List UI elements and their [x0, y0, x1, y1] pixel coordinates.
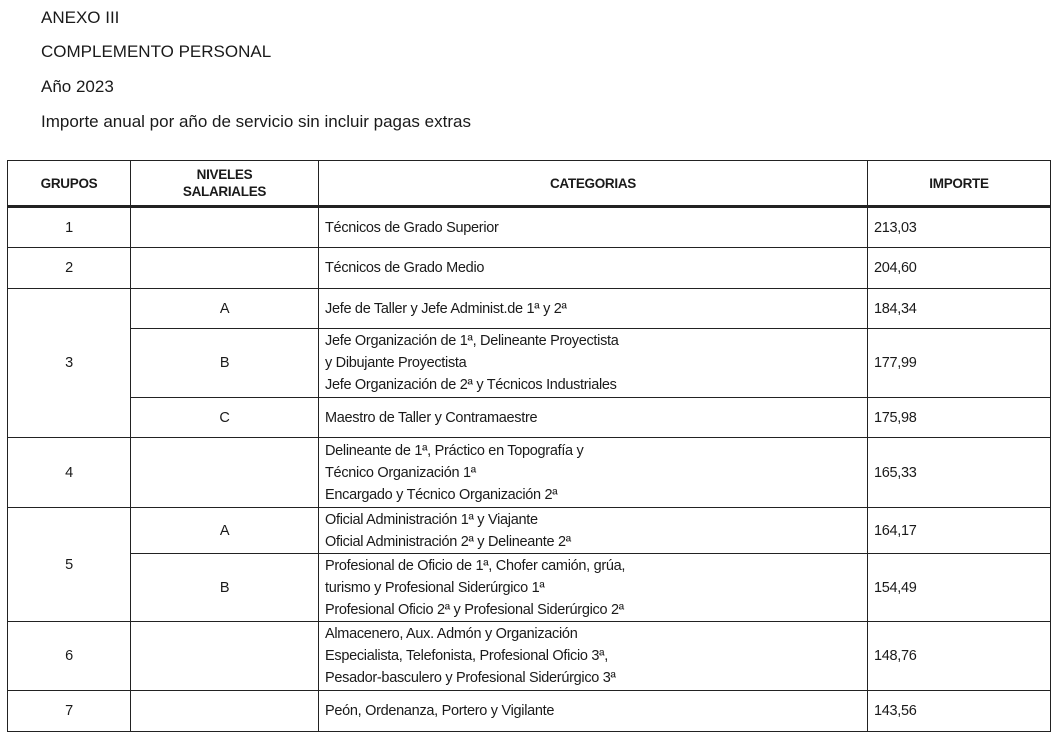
column-header-categorias: CATEGORIAS	[319, 161, 868, 207]
annex-label: ANEXO III	[41, 8, 120, 27]
grupo-cell: 4	[8, 438, 131, 508]
document-title: COMPLEMENTO PERSONAL	[41, 42, 272, 61]
importe-cell: 204,60	[868, 248, 1051, 289]
nivel-cell: B	[131, 554, 319, 622]
importe-cell: 148,76	[868, 622, 1051, 691]
nivel-cell	[131, 248, 319, 289]
table-row	[8, 691, 1051, 732]
categorias-cell: Profesional de Oficio de 1ª, Chofer camión, grúa, turismo y Profesional Siderúrgico 1ª Profesional Oficio 2ª y Profesional Siderúrgico 2ª	[319, 554, 868, 622]
complemento-table	[7, 160, 1051, 732]
table-row	[8, 398, 1051, 438]
nivel-cell	[131, 691, 319, 732]
grupo-cell: 3	[8, 289, 131, 438]
importe-cell: 154,49	[868, 554, 1051, 622]
column-header-niveles: NIVELES SALARIALES	[131, 161, 319, 207]
categorias-cell: Jefe de Taller y Jefe Administ.de 1ª y 2ª	[319, 289, 868, 329]
nivel-cell	[131, 207, 319, 248]
categorias-cell: Peón, Ordenanza, Portero y Vigilante	[319, 691, 868, 732]
table-row	[8, 248, 1051, 289]
categorias-cell: Maestro de Taller y Contramaestre	[319, 398, 868, 438]
categorias-cell: Técnicos de Grado Superior	[319, 207, 868, 248]
table-row	[8, 622, 1051, 691]
table-row	[8, 329, 1051, 398]
table-row	[8, 289, 1051, 329]
table-row	[8, 508, 1051, 554]
nivel-cell: A	[131, 508, 319, 554]
nivel-cell: C	[131, 398, 319, 438]
importe-cell: 164,17	[868, 508, 1051, 554]
importe-cell: 175,98	[868, 398, 1051, 438]
categorias-cell: Delineante de 1ª, Práctico en Topografía y Técnico Organización 1ª Encargado y Técnico Organización 2ª	[319, 438, 868, 508]
categorias-cell: Oficial Administración 1ª y Viajante Oficial Administración 2ª y Delineante 2ª	[319, 508, 868, 554]
grupo-cell: 2	[8, 248, 131, 289]
categorias-cell: Almacenero, Aux. Admón y Organización Especialista, Telefonista, Profesional Oficio 3ª, Pesador-basculero y Profesional Siderúrgico 3ª	[319, 622, 868, 691]
grupo-cell: 1	[8, 207, 131, 248]
table-row	[8, 438, 1051, 508]
importe-cell: 165,33	[868, 438, 1051, 508]
year-label: Año 2023	[41, 77, 114, 96]
grupo-cell: 5	[8, 508, 131, 622]
categorias-cell: Técnicos de Grado Medio	[319, 248, 868, 289]
importe-cell: 213,03	[868, 207, 1051, 248]
table-header-row	[8, 161, 1051, 207]
column-header-grupos: GRUPOS	[8, 161, 131, 207]
importe-cell: 184,34	[868, 289, 1051, 329]
grupo-cell: 6	[8, 622, 131, 691]
column-header-importe: IMPORTE	[868, 161, 1051, 207]
nivel-cell: A	[131, 289, 319, 329]
document-subtitle: Importe anual por año de servicio sin incluir pagas extras	[41, 112, 471, 131]
importe-cell: 143,56	[868, 691, 1051, 732]
grupo-cell: 7	[8, 691, 131, 732]
nivel-cell	[131, 622, 319, 691]
table-row	[8, 207, 1051, 248]
nivel-cell	[131, 438, 319, 508]
table-row	[8, 554, 1051, 622]
categorias-cell: Jefe Organización de 1ª, Delineante Proyectista y Dibujante Proyectista Jefe Organización de 2ª y Técnicos Industriales	[319, 329, 868, 398]
importe-cell: 177,99	[868, 329, 1051, 398]
nivel-cell: B	[131, 329, 319, 398]
